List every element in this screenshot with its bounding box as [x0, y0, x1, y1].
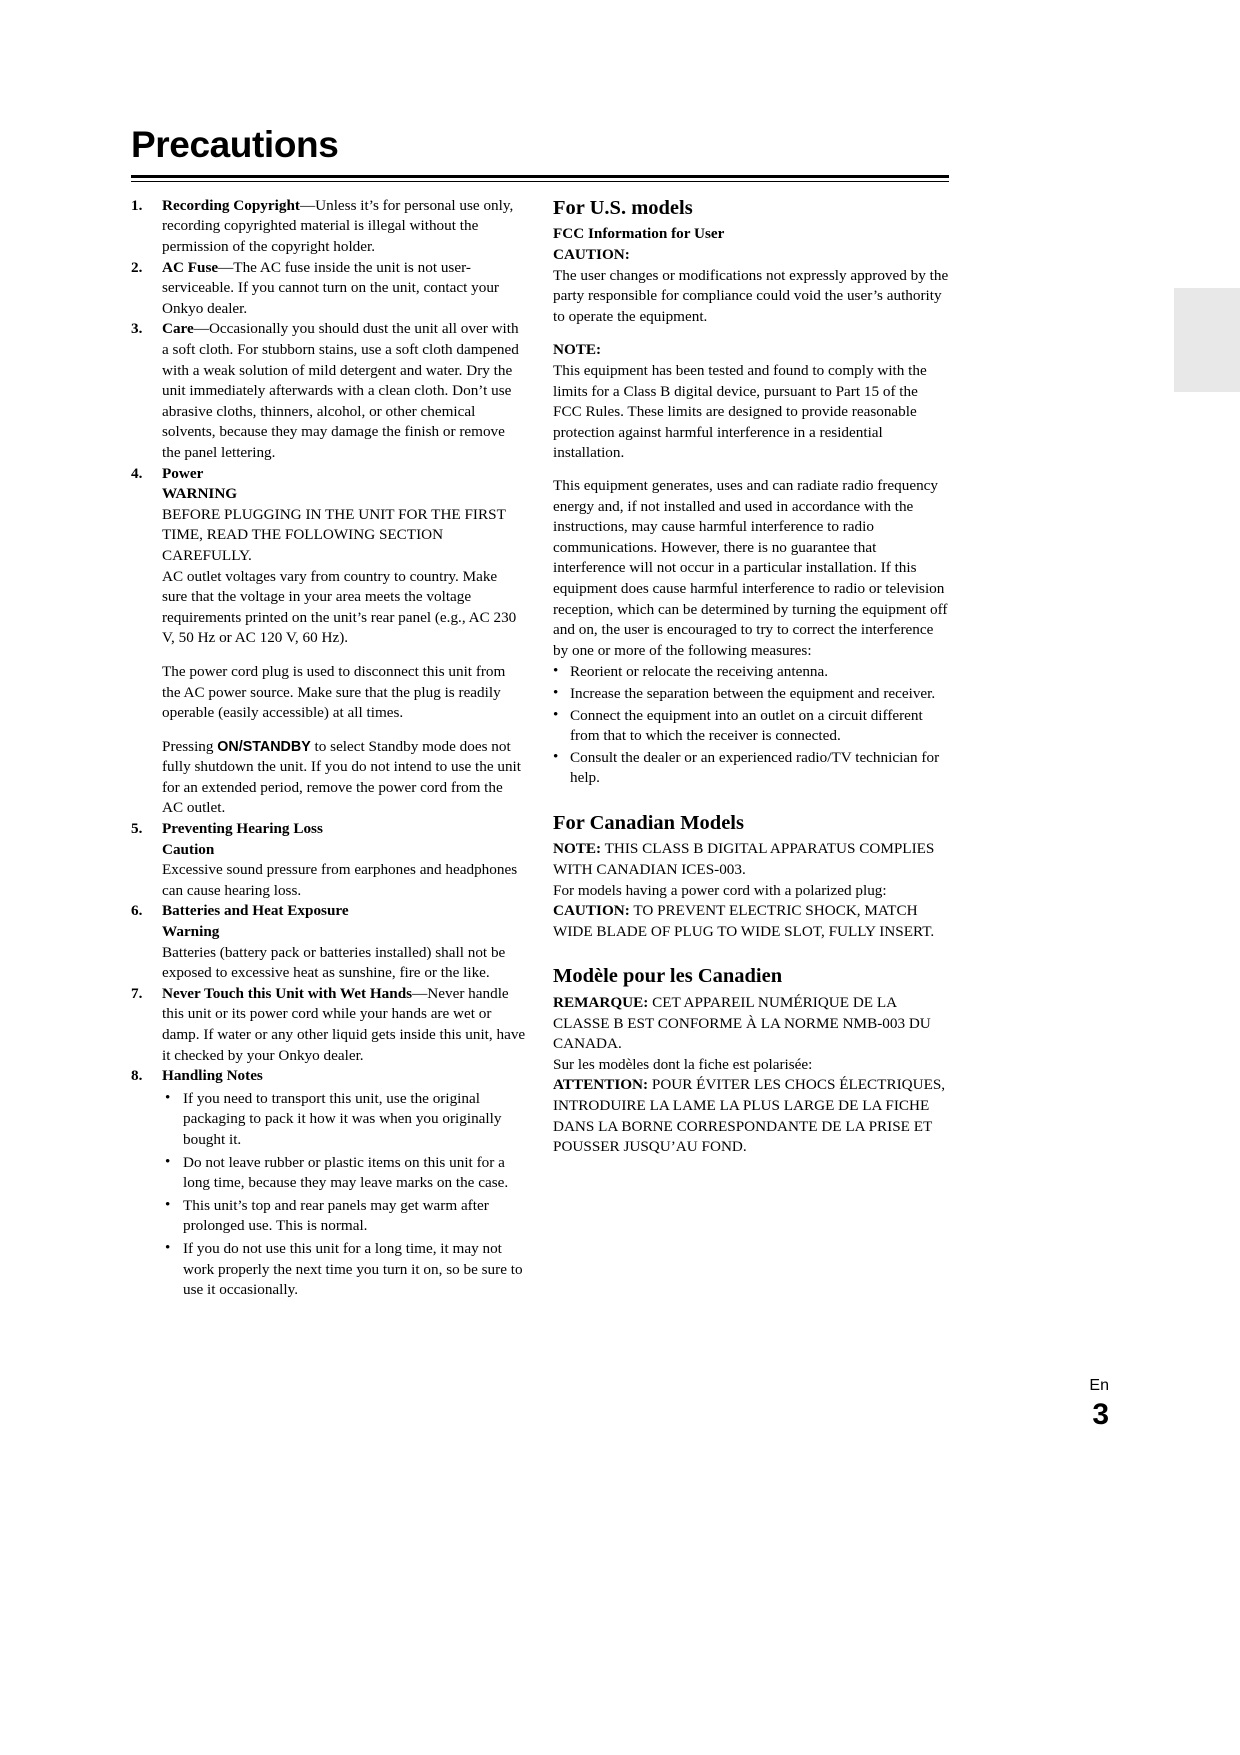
list-item-lead: Care	[162, 320, 194, 338]
power-paragraph-3: The power cord plug is used to disconnect this unit from the AC power source. Make sure that the plug is readily operable (easily accessible) at all times.	[162, 662, 506, 722]
list-item	[553, 684, 949, 705]
list-item-number: 3.	[131, 320, 143, 338]
label-caution: CAUTION:	[553, 902, 630, 920]
bullet-text: Increase the separation between the equipment and receiver.	[570, 684, 936, 702]
bullet-icon: •	[553, 705, 559, 723]
list-item	[131, 901, 526, 983]
bullet-text: Consult the dealer or an experienced radio/TV technician for help.	[570, 748, 940, 787]
label-caution: CAUTION:	[553, 246, 630, 264]
bullet-icon: •	[165, 1195, 171, 1213]
bullet-text: If you need to transport this unit, use the original packaging to pack it how it was when you originally bought it.	[183, 1089, 502, 1148]
batteries-paragraph: Batteries (battery pack or batteries installed) shall not be exposed to excessive heat as sunshine, fire or the like.	[162, 943, 506, 982]
fcc-note-paragraph-2: This equipment generates, uses and can radiate radio frequency energy and, if not installed and used in accordance with the instructions, may cause harmful interference to radio communications. However, there is no guarantee that interference will not occur in a particular installation. If this equipment does cause harmful interference to radio or television reception, which can be determined by turning the equipment off and on, the user is encouraged to try to correct the interference by one or more of the following measures:	[553, 476, 948, 659]
footer-page-number: 3	[1092, 1398, 1109, 1431]
standby-text-after: to select Standby mode does not fully shutdown the unit. If you do not intend to use the unit for an extended period, remove the power cord from the AC outlet.	[162, 737, 521, 817]
subheading-fcc-information: FCC Information for User	[553, 225, 725, 243]
power-paragraph-1: BEFORE PLUGGING IN THE UNIT FOR THE FIRST TIME, READ THE FOLLOWING SECTION CAREFULLY.	[162, 505, 506, 564]
list-item-lead: Recording Copyright	[162, 196, 300, 214]
page-edge-tab-marker	[1174, 288, 1240, 392]
list-item-body: —The AC fuse inside the unit is not user-serviceable. If you cannot turn on the unit, contact your Onkyo dealer.	[162, 258, 499, 317]
precautions-list	[131, 196, 526, 1301]
list-item	[162, 1239, 526, 1301]
section-heading-canadian-models-french: Modèle pour les Canadien	[553, 965, 783, 988]
list-item-number: 6.	[131, 902, 143, 920]
list-item	[553, 706, 949, 747]
list-item-lead: AC Fuse	[162, 258, 219, 276]
label-attention: ATTENTION:	[553, 1076, 649, 1094]
footer-language-code: En	[1089, 1377, 1109, 1394]
canadian-polarized-plug-line: For models having a power cord with a polarized plug:	[553, 881, 887, 899]
standby-text-before: Pressing	[162, 737, 218, 755]
right-column	[553, 196, 949, 1158]
left-column	[131, 196, 526, 1301]
bullet-icon: •	[165, 1152, 171, 1170]
list-item-text	[162, 319, 526, 463]
list-item	[131, 464, 526, 820]
list-item-body: —Never handle this unit or its power cord while your hands are wet or damp. If water or any other liquid gets inside this unit, have it checked by your Onkyo dealer.	[162, 984, 526, 1064]
list-item-lead: Batteries and Heat Exposure	[162, 902, 349, 920]
bullet-icon: •	[553, 683, 559, 701]
canadian-note-body: THIS CLASS B DIGITAL APPARATUS COMPLIES WITH CANADIAN ICES-003.	[553, 840, 935, 879]
list-item	[131, 258, 526, 320]
bullet-icon: •	[553, 662, 559, 680]
french-remarque-body: CET APPAREIL NUMÉRIQUE DE LA CLASSE B EST CONFORME À LA NORME NMB-003 DU CANADA.	[553, 994, 931, 1053]
list-item	[162, 1153, 526, 1194]
section-heading-us-models: For U.S. models	[553, 196, 693, 219]
label-note: NOTE:	[553, 341, 602, 359]
two-column-body	[131, 196, 949, 1301]
fcc-note-paragraph-1: This equipment has been tested and found to comply with the limits for a Class B digital device, pursuant to Part 15 of the FCC Rules. These limits are designed to provide reasonable protection against harmful interference in a residential installation.	[553, 362, 927, 462]
list-item-subheading: WARNING	[162, 485, 238, 503]
list-item-number: 8.	[131, 1067, 143, 1085]
list-item-number: 4.	[131, 464, 143, 482]
list-item-lead: Power	[162, 464, 204, 482]
page-title: Precautions	[131, 124, 339, 165]
bullet-icon: •	[165, 1088, 171, 1106]
list-item	[131, 196, 526, 258]
page-footer	[989, 1378, 1109, 1430]
list-item-number: 7.	[131, 984, 143, 1002]
canadian-note-paragraph	[553, 839, 949, 880]
bullet-text: Connect the equipment into an outlet on a circuit different from that to which the receiver is connected.	[570, 706, 923, 745]
french-attention-body: POUR ÉVITER LES CHOCS ÉLECTRIQUES, INTRODUIRE LA LAME LA PLUS LARGE DE LA FICHE DANS LA BORNE CORRESPONDANTE DE LA PRISE ET POUSSER JUSQU’AU FOND.	[553, 1076, 946, 1156]
fcc-caution-body: The user changes or modifications not expressly approved by the party responsible for compliance could void the user’s authority to operate the equipment.	[553, 266, 949, 325]
list-item-number: 5.	[131, 820, 143, 838]
list-item-subheading: Caution	[162, 840, 215, 858]
section-heading-canadian-models: For Canadian Models	[553, 811, 744, 834]
list-item-text	[162, 196, 526, 258]
canadian-caution-body: TO PREVENT ELECTRIC SHOCK, MATCH WIDE BLADE OF PLUG TO WIDE SLOT, FULLY INSERT.	[553, 902, 935, 940]
list-item	[553, 748, 949, 789]
list-item	[131, 984, 526, 1066]
bullet-text: Do not leave rubber or plastic items on this unit for a long time, because they may leave marks on the case.	[183, 1153, 509, 1192]
bullet-text: Reorient or relocate the receiving antenna.	[570, 663, 829, 681]
bullet-text: If you do not use this unit for a long time, it may not work properly the next time you turn it on, so be sure to use it occasionally.	[183, 1239, 523, 1299]
title-divider-rule	[131, 175, 949, 182]
bullet-icon: •	[165, 1238, 171, 1256]
french-remarque-paragraph	[553, 993, 949, 1055]
list-item-lead: Preventing Hearing Loss	[162, 820, 323, 838]
label-remarque: REMARQUE:	[553, 994, 649, 1012]
canadian-caution-paragraph	[553, 901, 949, 942]
power-paragraph-2: AC outlet voltages vary from country to country. Make sure that the voltage in your area meets the voltage requirements printed on the unit’s rear panel (e.g., AC 230 V, 50 Hz or AC 120 V, 60 Hz).	[162, 567, 517, 647]
label-note: NOTE:	[553, 840, 602, 858]
bullet-text: This unit’s top and rear panels may get warm after prolonged use. This is normal.	[183, 1196, 489, 1235]
list-item-number: 2.	[131, 258, 143, 276]
list-item	[162, 1089, 526, 1151]
hearing-loss-paragraph: Excessive sound pressure from earphones and headphones can cause hearing loss.	[162, 861, 518, 899]
fcc-remedy-bullets	[553, 662, 949, 789]
list-item-body: —Occasionally you should dust the unit all over with a soft cloth. For stubborn stains, use a soft cloth dampened with a weak solution of mild detergent and water. Dry the unit immediately afterwards with a clean cloth. Don’t use abrasive cloths, thinners, alcohol, or other chemical solvents, because they may damage the finish or remove the panel lettering.	[162, 320, 519, 461]
list-item	[131, 1066, 526, 1301]
list-item-text	[162, 984, 526, 1066]
power-paragraph-4	[162, 737, 526, 819]
list-item-body: —Unless it’s for personal use only, recording copyrighted material is illegal without the permission of the copyright holder.	[162, 196, 514, 256]
list-item	[131, 319, 526, 463]
list-item-text	[162, 258, 526, 320]
list-item	[553, 662, 949, 683]
on-standby-button-name: ON/STANDBY	[217, 738, 311, 755]
french-attention-paragraph	[553, 1075, 949, 1157]
french-polarisee-line: Sur les modèles dont la fiche est polarisée:	[553, 1055, 813, 1073]
list-item	[162, 1196, 526, 1237]
page-content	[131, 126, 949, 1301]
list-item-subheading: Warning	[162, 923, 220, 941]
list-item-lead: Never Touch this Unit with Wet Hands	[162, 984, 413, 1002]
list-item-number: 1.	[131, 196, 143, 214]
list-item-lead: Handling Notes	[162, 1067, 263, 1085]
handling-notes-bullets	[162, 1089, 526, 1301]
list-item	[131, 819, 526, 901]
bullet-icon: •	[553, 747, 559, 765]
